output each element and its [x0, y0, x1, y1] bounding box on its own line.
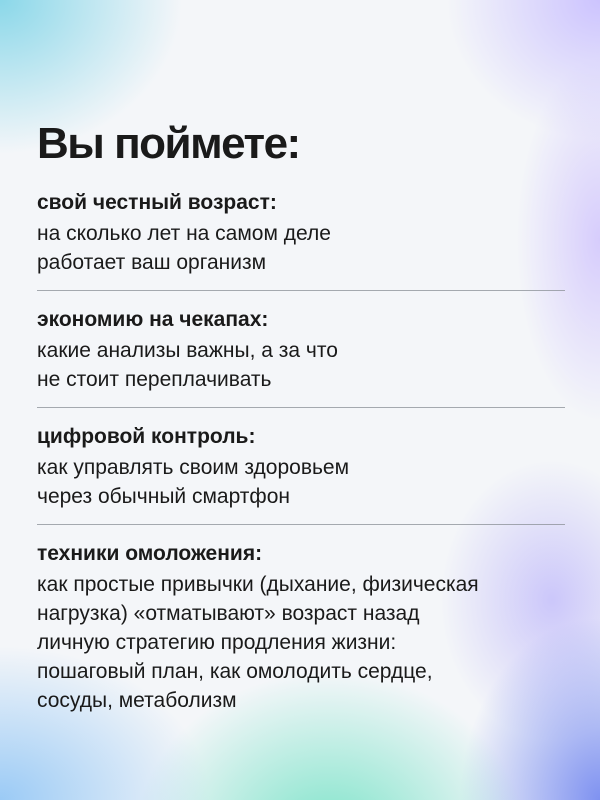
content-block [37, 112, 565, 715]
divider [37, 407, 565, 408]
divider [37, 290, 565, 291]
divider [37, 524, 565, 525]
section-text-line: нагрузка) «отматывают» возраст назад [37, 602, 420, 625]
section-text-line: через обычный смартфон [37, 485, 290, 508]
section-text-line: не стоит переплачивать [37, 368, 272, 391]
section-text-line: сосуды, метаболизм [37, 689, 237, 712]
section-text-line: как простые привычки (дыхание, физическая [37, 573, 479, 596]
page-title: Вы поймете: [37, 119, 300, 168]
section-heading: свой честный возраст: [37, 191, 277, 214]
section-heading: экономию на чекапах: [37, 308, 269, 331]
section-heading: цифровой контроль: [37, 425, 256, 448]
section-text-line: на сколько лет на самом деле [37, 222, 331, 245]
section-text-line: как управлять своим здоровьем [37, 456, 350, 479]
section-text-line: какие анализы важны, а за что [37, 339, 338, 362]
section-heading: техники омоложения: [37, 542, 263, 565]
section-rejuvenation [37, 539, 565, 715]
section-honest-age [37, 188, 565, 277]
section-checkup-savings [37, 305, 565, 394]
section-text-line: личную стратегию продления жизни: [37, 631, 397, 654]
section-text-line: работает ваш организм [37, 251, 267, 274]
section-text-line: пошаговый план, как омолодить сердце, [37, 660, 433, 683]
section-digital-control [37, 422, 565, 511]
